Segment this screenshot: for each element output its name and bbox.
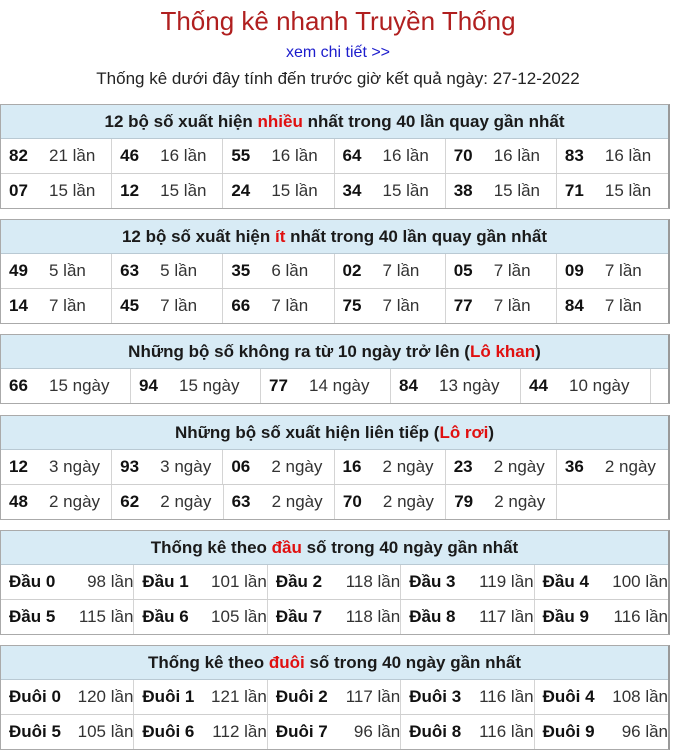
number: 75 (342, 296, 362, 315)
heading-text: 12 bộ số xuất hiện (104, 112, 258, 131)
count: 7 lần (382, 261, 420, 280)
digit-label: Đầu 9 (542, 607, 589, 626)
count: 7 lần (271, 296, 309, 315)
digit-label: Đầu 1 (142, 572, 189, 591)
count: 6 lần (271, 261, 309, 280)
digit-label: Đuôi 2 (275, 687, 328, 706)
digit-label: Đầu 8 (409, 607, 456, 626)
heading-text: Những bộ số không ra từ 10 ngày trở lên ( (128, 342, 470, 361)
count: 117 lần (345, 687, 401, 706)
number-cell (224, 485, 335, 519)
count: 112 lần (212, 722, 267, 741)
day-count: 2 ngày (494, 492, 546, 511)
number-cell (446, 174, 557, 208)
day-count: 2 ngày (160, 492, 212, 511)
view-details-link[interactable]: xem chi tiết >> (285, 44, 391, 61)
digit-label: Đuôi 1 (142, 687, 195, 706)
page-subtitle: Thống kê dưới đây tính đến trước giờ kết quả ngày: 27-12-2022 (96, 69, 580, 88)
digit-cell (268, 565, 401, 599)
count: 16 lần (160, 146, 207, 165)
number: 09 (564, 261, 584, 280)
digit-cell (1, 600, 134, 634)
count: 100 lần (612, 572, 669, 591)
count: 116 lần (479, 722, 534, 741)
number-cell (557, 254, 668, 288)
number: 46 (120, 146, 140, 165)
most-frequent-table (0, 104, 670, 209)
number-cell (1, 485, 112, 519)
table-row (1, 139, 668, 174)
number: 63 (231, 492, 251, 511)
day-count: 2 ngày (271, 492, 323, 511)
number: 23 (453, 457, 473, 476)
digit-cell (1, 680, 134, 714)
count: 7 lần (604, 296, 642, 315)
number-cell (557, 289, 668, 323)
number-cell (446, 450, 557, 484)
digit-label: Đầu 2 (275, 572, 323, 591)
day-count: 2 ngày (382, 492, 434, 511)
count: 15 lần (271, 181, 318, 200)
number-cell (1, 369, 131, 403)
digit-cell (401, 600, 534, 634)
count: 96 lần (353, 722, 401, 741)
table-row (1, 565, 668, 600)
digit-label: Đuôi 9 (542, 722, 595, 741)
tail-digit-table (0, 645, 670, 750)
number-cell (521, 369, 651, 403)
number-cell (131, 369, 261, 403)
heading-highlight: đuôi (268, 653, 305, 672)
least-frequent-table (0, 219, 670, 324)
number: 16 (342, 457, 362, 476)
table-row (1, 369, 668, 403)
digit-cell (268, 680, 401, 714)
number-cell (223, 174, 334, 208)
number: 24 (231, 181, 251, 200)
number-cell (335, 289, 446, 323)
heading-highlight: đầu (271, 538, 302, 557)
digit-cell (134, 565, 267, 599)
number-cell (446, 485, 557, 519)
digit-label: Đầu 4 (542, 572, 589, 591)
heading-text: nhất trong 40 lần quay gần nhất (285, 227, 548, 246)
number-cell (1, 254, 112, 288)
count: 120 lần (77, 687, 134, 706)
count: 119 lần (479, 572, 534, 591)
count: 105 lần (211, 607, 267, 626)
heading-text: nhất trong 40 lần quay gần nhất (302, 112, 565, 131)
count: 7 lần (160, 296, 198, 315)
digit-cell (134, 680, 267, 714)
digit-label: Đuôi 4 (542, 687, 595, 706)
number-cell (261, 369, 391, 403)
day-count: 14 ngày (309, 376, 370, 395)
count: 116 lần (613, 607, 669, 626)
number: 12 (120, 181, 140, 200)
count: 7 lần (493, 261, 531, 280)
number: 79 (454, 492, 474, 511)
count: 15 lần (493, 181, 541, 200)
digit-cell (535, 680, 668, 714)
day-count: 13 ngày (439, 376, 500, 395)
digit-cell (535, 565, 668, 599)
number-cell (223, 450, 334, 484)
number: 14 (9, 296, 28, 315)
digit-label: Đuôi 3 (409, 687, 462, 706)
count: 15 lần (160, 181, 207, 200)
number-cell (1, 289, 112, 323)
lo-roi-table (0, 415, 670, 520)
number: 82 (9, 146, 28, 165)
number: 66 (9, 376, 28, 395)
digit-label: Đầu 3 (409, 572, 456, 591)
number-cell (391, 369, 521, 403)
number: 77 (453, 296, 473, 315)
number-cell (335, 450, 446, 484)
number: 93 (120, 457, 140, 476)
number: 48 (9, 492, 28, 511)
table-row (1, 289, 668, 323)
head-digit-table (0, 530, 670, 635)
digit-cell (268, 600, 401, 634)
heading-highlight: Lô rơi (439, 423, 489, 442)
count: 96 lần (621, 722, 669, 741)
number-cell (112, 139, 223, 173)
count: 7 lần (49, 296, 86, 315)
number: 35 (231, 261, 251, 280)
table-row (1, 174, 668, 208)
heading-highlight: ít (275, 227, 286, 246)
heading-text: ) (535, 342, 541, 361)
heading-highlight: nhiều (257, 112, 303, 131)
table-row (1, 715, 668, 749)
table-row (1, 254, 668, 289)
number: 62 (120, 492, 140, 511)
digit-cell (535, 715, 668, 749)
number-cell (112, 485, 223, 519)
number: 55 (231, 146, 251, 165)
digit-cell (134, 715, 267, 749)
table-row (1, 600, 668, 634)
number: 64 (342, 146, 362, 165)
day-count: 2 ngày (493, 457, 545, 476)
number: 94 (139, 376, 158, 395)
most-frequent-heading (1, 105, 668, 139)
digit-cell (401, 680, 534, 714)
digit-cell (134, 600, 267, 634)
number-cell (112, 289, 223, 323)
table-row (1, 485, 668, 519)
day-count: 2 ngày (49, 492, 101, 511)
count: 7 lần (604, 261, 642, 280)
lo-khan-table (0, 334, 670, 404)
digit-label: Đầu 7 (275, 607, 323, 626)
number-cell (446, 254, 557, 288)
day-count: 2 ngày (271, 457, 323, 476)
number-cell (335, 485, 446, 519)
number: 45 (120, 296, 140, 315)
number: 63 (120, 261, 140, 280)
number-cell (223, 254, 334, 288)
number: 44 (529, 376, 548, 395)
number: 70 (342, 492, 362, 511)
number: 12 (9, 457, 28, 476)
number: 84 (399, 376, 418, 395)
count: 108 lần (612, 687, 669, 706)
number-cell (446, 289, 557, 323)
day-count: 10 ngày (569, 376, 630, 395)
count: 16 lần (493, 146, 541, 165)
number: 02 (342, 261, 362, 280)
digit-label: Đuôi 5 (9, 722, 61, 741)
digit-label: Đầu 6 (142, 607, 189, 626)
count: 5 lần (160, 261, 198, 280)
least-frequent-heading (1, 220, 668, 254)
digit-label: Đầu 5 (9, 607, 56, 626)
number: 38 (453, 181, 473, 200)
heading-text: Thống kê theo (150, 538, 272, 557)
count: 118 lần (345, 572, 401, 591)
number-cell (335, 139, 446, 173)
number-cell (223, 139, 334, 173)
number-cell (112, 174, 223, 208)
number: 84 (564, 296, 584, 315)
number: 34 (342, 181, 362, 200)
heading-text: Thống kê theo (147, 653, 269, 672)
number-cell (446, 139, 557, 173)
number-cell (112, 254, 223, 288)
day-count: 3 ngày (49, 457, 101, 476)
number-cell (335, 254, 446, 288)
lo-roi-heading (1, 416, 668, 450)
digit-label: Đuôi 7 (275, 722, 328, 741)
count: 115 lần (78, 607, 134, 626)
count: 16 lần (271, 146, 318, 165)
number-cell (335, 174, 446, 208)
digit-cell (1, 715, 134, 749)
count: 15 lần (604, 181, 652, 200)
table-row (1, 680, 668, 715)
number: 66 (231, 296, 251, 315)
digit-label: Đầu 0 (9, 572, 56, 591)
count: 15 lần (49, 181, 96, 200)
heading-text: Những bộ số xuất hiện liên tiếp ( (174, 423, 440, 442)
digit-cell (268, 715, 401, 749)
number-cell (223, 289, 334, 323)
number: 36 (564, 457, 584, 476)
number: 71 (564, 181, 584, 200)
empty-cell (557, 485, 668, 519)
digit-cell (535, 600, 668, 634)
day-count: 3 ngày (160, 457, 212, 476)
page-title: Thống kê nhanh Truyền Thống (160, 6, 516, 36)
tail-digit-heading (1, 646, 668, 680)
count: 116 lần (479, 687, 534, 706)
digit-label: Đuôi 8 (409, 722, 462, 741)
digit-cell (1, 565, 134, 599)
heading-highlight: Lô khan (469, 342, 536, 361)
number-cell (557, 450, 668, 484)
count: 15 lần (382, 181, 429, 200)
empty-cell (651, 369, 668, 403)
number: 49 (9, 261, 28, 280)
number-cell (1, 174, 112, 208)
day-count: 2 ngày (604, 457, 656, 476)
count: 117 lần (479, 607, 534, 626)
number-cell (557, 139, 668, 173)
count: 101 lần (211, 572, 267, 591)
count: 7 lần (493, 296, 531, 315)
number: 77 (269, 376, 288, 395)
count: 121 lần (211, 687, 267, 706)
number-cell (1, 450, 112, 484)
day-count: 15 ngày (49, 376, 110, 395)
count: 98 lần (87, 572, 134, 591)
heading-text: ) (488, 423, 495, 442)
number-cell (112, 450, 223, 484)
count: 16 lần (382, 146, 429, 165)
day-count: 15 ngày (179, 376, 240, 395)
digit-label: Đuôi 6 (142, 722, 195, 741)
head-digit-heading (1, 531, 668, 565)
number: 06 (231, 457, 251, 476)
digit-cell (401, 715, 534, 749)
count: 21 lần (49, 146, 96, 165)
count: 7 lần (382, 296, 420, 315)
count: 118 lần (345, 607, 401, 626)
lo-khan-heading (1, 335, 668, 369)
table-row (1, 450, 668, 485)
number: 83 (564, 146, 584, 165)
digit-cell (401, 565, 534, 599)
number: 70 (453, 146, 473, 165)
digit-label: Đuôi 0 (9, 687, 61, 706)
count: 105 lần (77, 722, 134, 741)
day-count: 2 ngày (382, 457, 434, 476)
count: 5 lần (49, 261, 86, 280)
number-cell (1, 139, 112, 173)
heading-text: số trong 40 ngày gần nhất (304, 653, 522, 672)
count: 16 lần (604, 146, 652, 165)
heading-text: 12 bộ số xuất hiện (121, 227, 275, 246)
number-cell (557, 174, 668, 208)
number: 05 (453, 261, 473, 280)
heading-text: số trong 40 ngày gần nhất (301, 538, 519, 557)
number: 07 (9, 181, 28, 200)
